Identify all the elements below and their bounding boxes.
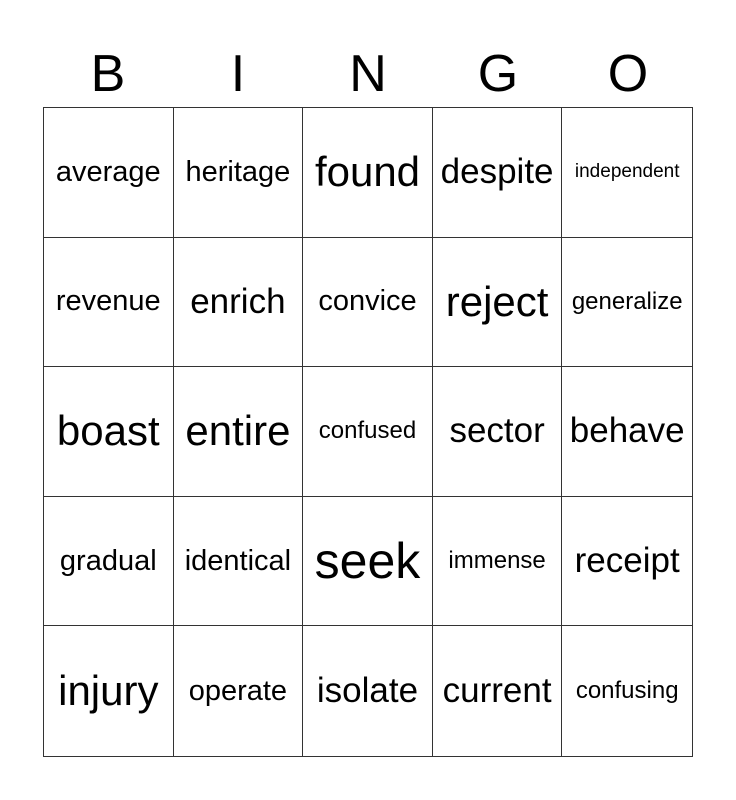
bingo-cell[interactable]: revenue — [44, 238, 174, 368]
header-letter-n: N — [349, 45, 387, 103]
bingo-cell[interactable]: injury — [44, 626, 174, 756]
bingo-cell[interactable]: sector — [433, 367, 563, 497]
bingo-cell[interactable]: operate — [174, 626, 304, 756]
bingo-header — [43, 40, 693, 108]
bingo-cell[interactable]: confusing — [575, 677, 679, 705]
bingo-cell[interactable]: despite — [433, 108, 563, 238]
bingo-cell[interactable]: found — [303, 108, 433, 238]
header-letter-b: B — [90, 45, 126, 103]
bingo-cell[interactable]: heritage — [174, 108, 304, 238]
bingo-cell[interactable]: seek — [303, 497, 433, 627]
bingo-cell[interactable]: enrich — [174, 238, 304, 368]
bingo-cell[interactable]: independent — [562, 108, 692, 238]
bingo-cell[interactable]: entire — [174, 367, 304, 497]
bingo-cell[interactable]: confused — [303, 367, 433, 497]
bingo-cell[interactable]: isolate — [303, 626, 433, 756]
header-letter-o: O — [607, 45, 649, 103]
bingo-cell[interactable]: average — [44, 108, 174, 238]
bingo-cell[interactable]: boast — [44, 367, 174, 497]
bingo-cell[interactable]: gradual — [44, 497, 174, 627]
bingo-board — [43, 107, 693, 757]
bingo-cell[interactable]: convice — [303, 238, 433, 368]
header-letter-g: G — [477, 45, 519, 103]
bingo-cell[interactable]: receipt — [562, 497, 692, 627]
bingo-cell[interactable]: identical — [174, 497, 304, 627]
bingo-cell[interactable]: current — [433, 626, 563, 756]
bingo-cell[interactable]: immense — [433, 497, 563, 627]
bingo-cell[interactable]: generalize — [562, 238, 692, 368]
bingo-cell[interactable]: behave — [562, 367, 692, 497]
header-letter-i: I — [230, 45, 246, 103]
bingo-cell[interactable]: reject — [433, 238, 563, 368]
